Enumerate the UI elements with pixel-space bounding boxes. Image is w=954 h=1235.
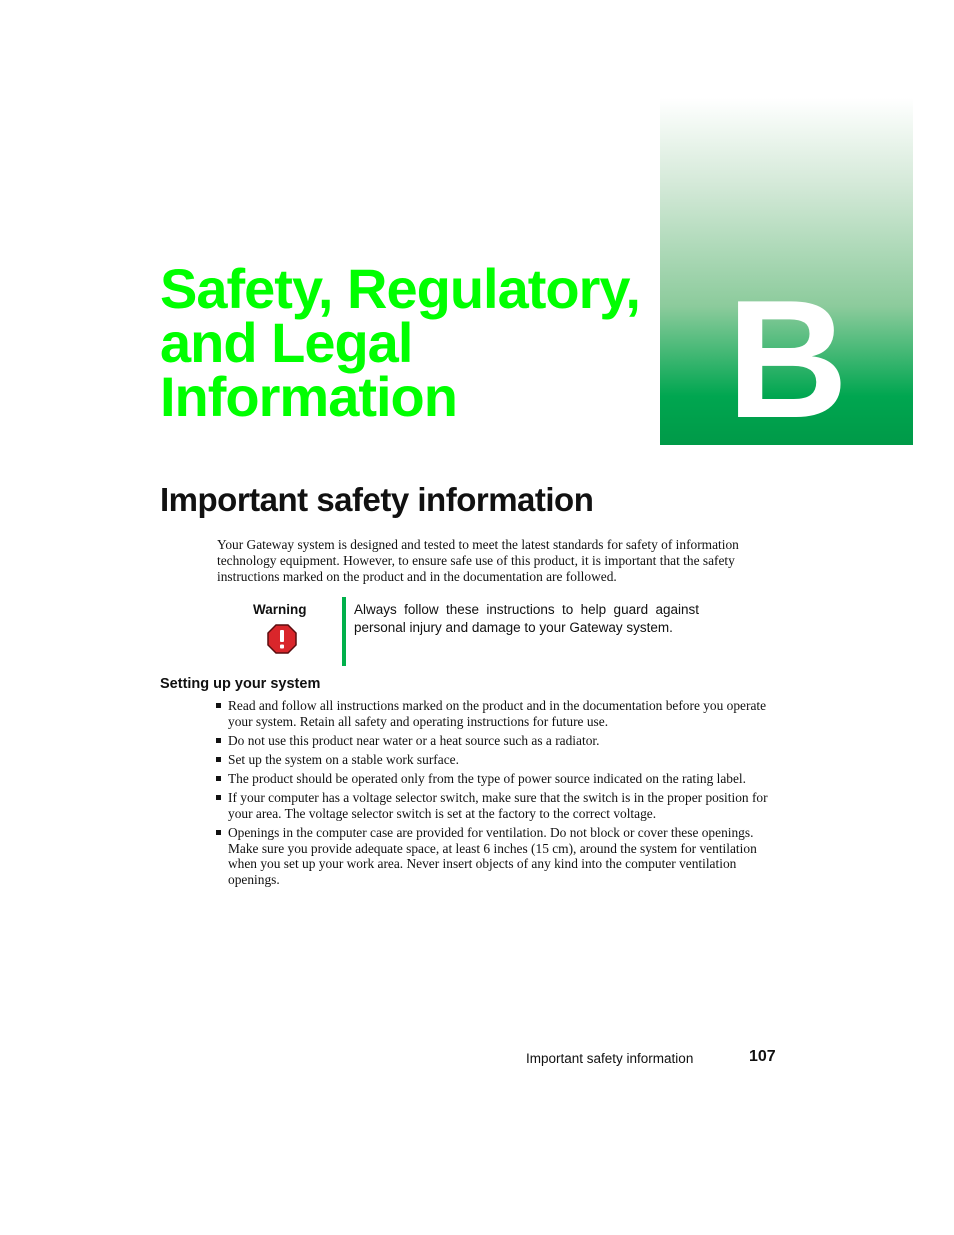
list-item: The product should be operated only from the type of power source indicated on the rating label. — [216, 771, 776, 787]
warning-text: Always follow these instructions to help guard against personal injury and damage to your Gateway system. — [354, 602, 699, 635]
list-item: If your computer has a voltage selector switch, make sure that the switch is in the proper position for your area. The voltage selector switch is set at the factory to the correct voltage. — [216, 790, 776, 821]
warning-divider — [342, 597, 346, 666]
chapter-tab — [660, 98, 913, 453]
footer-section-label: Important safety information — [526, 1051, 694, 1066]
chapter-title: Safety, Regulatory, and Legal Information — [160, 257, 640, 428]
intro-paragraph: Your Gateway system is designed and tested to meet the latest standards for safety of information technology equipment. However, to ensure safe use of this product, it is important that the safety instructions marked on the product and in the documentation are followed. — [217, 537, 739, 584]
chapter-letter: B — [726, 265, 847, 453]
list-item: Do not use this product near water or a heat source such as a radiator. — [216, 733, 776, 749]
section-title: Important safety information — [160, 481, 594, 518]
list-item: Set up the system on a stable work surface. — [216, 752, 776, 768]
page-number: 107 — [749, 1048, 776, 1065]
setup-list — [216, 698, 776, 891]
warning-label: Warning — [253, 602, 307, 617]
warning-octagon-icon — [267, 624, 297, 654]
setup-heading: Setting up your system — [160, 676, 321, 692]
list-item: Openings in the computer case are provided for ventilation. Do not block or cover these openings. Make sure you provide adequate space, at least 6 inches (15 cm), around the system for ventilation when you set up your work area. Never insert objects of any kind into the computer ventilation openings. — [216, 825, 776, 888]
list-item: Read and follow all instructions marked on the product and in the documentation before you operate your system. Retain all safety and operating instructions for future use. — [216, 698, 776, 729]
